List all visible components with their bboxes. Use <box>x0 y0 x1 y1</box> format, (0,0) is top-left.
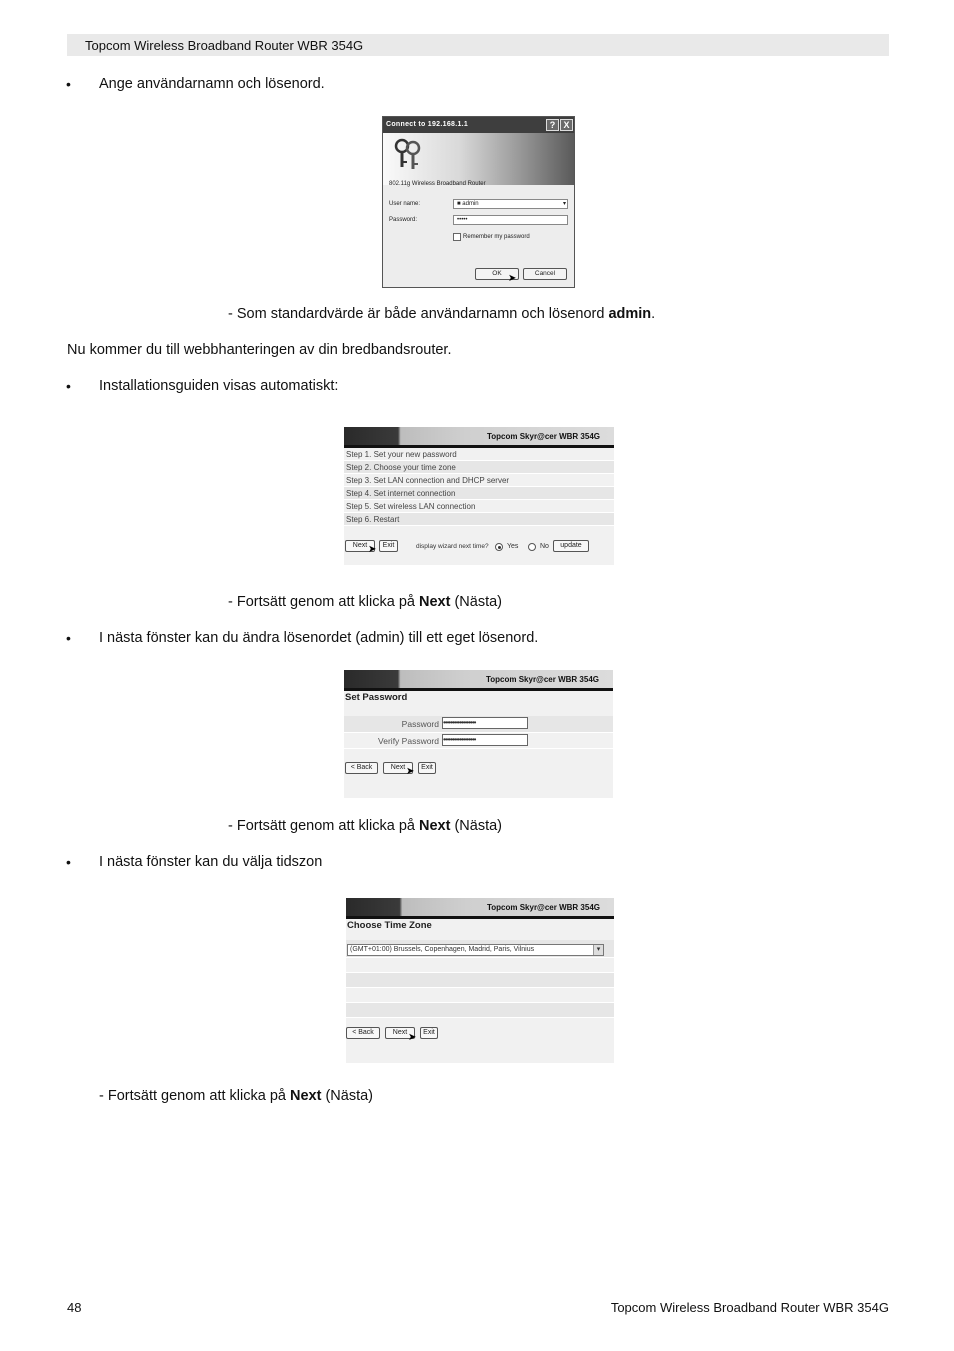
time-zone-title: Choose Time Zone <box>347 920 432 931</box>
keys-icon <box>393 137 423 171</box>
back-button[interactable]: < Back <box>346 1027 380 1039</box>
page-header <box>67 34 889 56</box>
footer-title: Topcom Wireless Broadband Router WBR 354G <box>610 1300 889 1315</box>
update-button[interactable]: update <box>553 540 589 552</box>
wizard-brand: Topcom Skyr@cer WBR 354G <box>485 675 599 684</box>
time-zone-screenshot <box>346 898 614 1063</box>
login-dialog-screenshot <box>382 116 575 288</box>
password-label: Password: <box>389 217 418 223</box>
continue-note-1: - Fortsätt genom att klicka på Next (Nästa) <box>228 594 503 610</box>
dialog-banner <box>383 133 574 185</box>
continue-note-2: - Fortsätt genom att klicka på Next (Nästa) <box>228 818 503 834</box>
set-password-title: Set Password <box>345 692 408 703</box>
default-credentials-note: - Som standardvärde är både användarnamn och lösenord admin. <box>228 306 656 322</box>
yes-label: Yes <box>507 543 519 550</box>
exit-button[interactable]: Exit <box>420 1027 438 1039</box>
display-next-label: display wizard next time? <box>416 543 489 550</box>
time-zone-select[interactable] <box>347 944 604 956</box>
wizard-step: Step 1. Set your new password <box>344 448 614 461</box>
wizard-step: Step 5. Set wireless LAN connection <box>344 500 614 513</box>
wizard-step: Step 3. Set LAN connection and DHCP server <box>344 474 614 487</box>
cursor-icon: ➤ <box>368 544 377 555</box>
next-button[interactable]: Next <box>383 762 413 774</box>
bullet-text-2: Installationsguiden visas automatiskt: <box>99 378 339 394</box>
set-password-screenshot <box>344 670 613 798</box>
close-icon[interactable]: X <box>560 119 573 131</box>
bullet-text-1: Ange användarnamn och lösenord. <box>99 76 325 92</box>
next-button[interactable]: Next <box>345 540 375 552</box>
yes-radio[interactable] <box>495 543 503 551</box>
no-label: No <box>540 543 549 550</box>
dialog-title: Connect to 192.168.1.1 <box>386 121 469 128</box>
bullet-marker: • <box>66 76 71 92</box>
username-field[interactable] <box>453 199 568 209</box>
chevron-down-icon[interactable]: ▾ <box>593 945 603 955</box>
username-label: User name: <box>389 201 421 207</box>
back-button[interactable]: < Back <box>345 762 378 774</box>
cursor-icon: ➤ <box>406 766 415 777</box>
header-title: Topcom Wireless Broadband Router WBR 354G <box>85 38 364 53</box>
wizard-step: Step 6. Restart <box>344 513 614 526</box>
cursor-icon: ➤ <box>508 273 517 284</box>
chevron-down-icon[interactable]: ▾ <box>562 201 566 207</box>
password-field[interactable]: •••••••••••••••••• <box>442 717 528 729</box>
cancel-button[interactable]: Cancel <box>523 268 567 280</box>
wizard-step: Step 2. Choose your time zone <box>344 461 614 474</box>
exit-button[interactable]: Exit <box>379 540 398 552</box>
bullet-marker: • <box>66 630 71 646</box>
bullet-marker: • <box>66 378 71 394</box>
remember-label: Remember my password <box>463 234 530 240</box>
help-icon[interactable]: ? <box>546 119 559 131</box>
bullet-marker: • <box>66 854 71 870</box>
verify-password-field[interactable]: •••••••••••••••••• <box>442 734 528 746</box>
wizard-brand: Topcom Skyr@cer WBR 354G <box>486 432 600 441</box>
time-zone-value: (GMT+01:00) Brussels, Copenhagen, Madrid, Paris, Vilnius <box>350 946 535 953</box>
page-number: 48 <box>67 1300 82 1315</box>
password-field[interactable]: ••••• <box>453 215 568 225</box>
continue-note-3: - Fortsätt genom att klicka på Next (Nästa) <box>99 1088 374 1104</box>
web-management-text: Nu kommer du till webbhanteringen av din bredbandsrouter. <box>67 342 452 358</box>
bullet-text-3: I nästa fönster kan du ändra lösenordet (admin) till ett eget lösenord. <box>99 630 539 646</box>
wizard-step: Step 4. Set internet connection <box>344 487 614 500</box>
device-name: 802.11g Wireless Broadband Router <box>389 181 486 187</box>
exit-button[interactable]: Exit <box>418 762 436 774</box>
next-button[interactable]: Next <box>385 1027 415 1039</box>
bullet-text-4: I nästa fönster kan du välja tidszon <box>99 854 323 870</box>
verify-password-label: Verify Password <box>378 736 439 746</box>
dialog-titlebar <box>383 117 574 133</box>
wizard-brand: Topcom Skyr@cer WBR 354G <box>486 903 600 912</box>
ok-button[interactable]: OK <box>475 268 519 280</box>
wizard-steps-screenshot <box>344 427 614 565</box>
no-radio[interactable] <box>528 543 536 551</box>
password-label: Password <box>401 719 439 729</box>
remember-checkbox[interactable] <box>453 233 461 241</box>
username-value: admin <box>462 201 479 207</box>
cursor-icon: ➤ <box>408 1032 417 1043</box>
user-icon: ■ <box>457 201 463 207</box>
